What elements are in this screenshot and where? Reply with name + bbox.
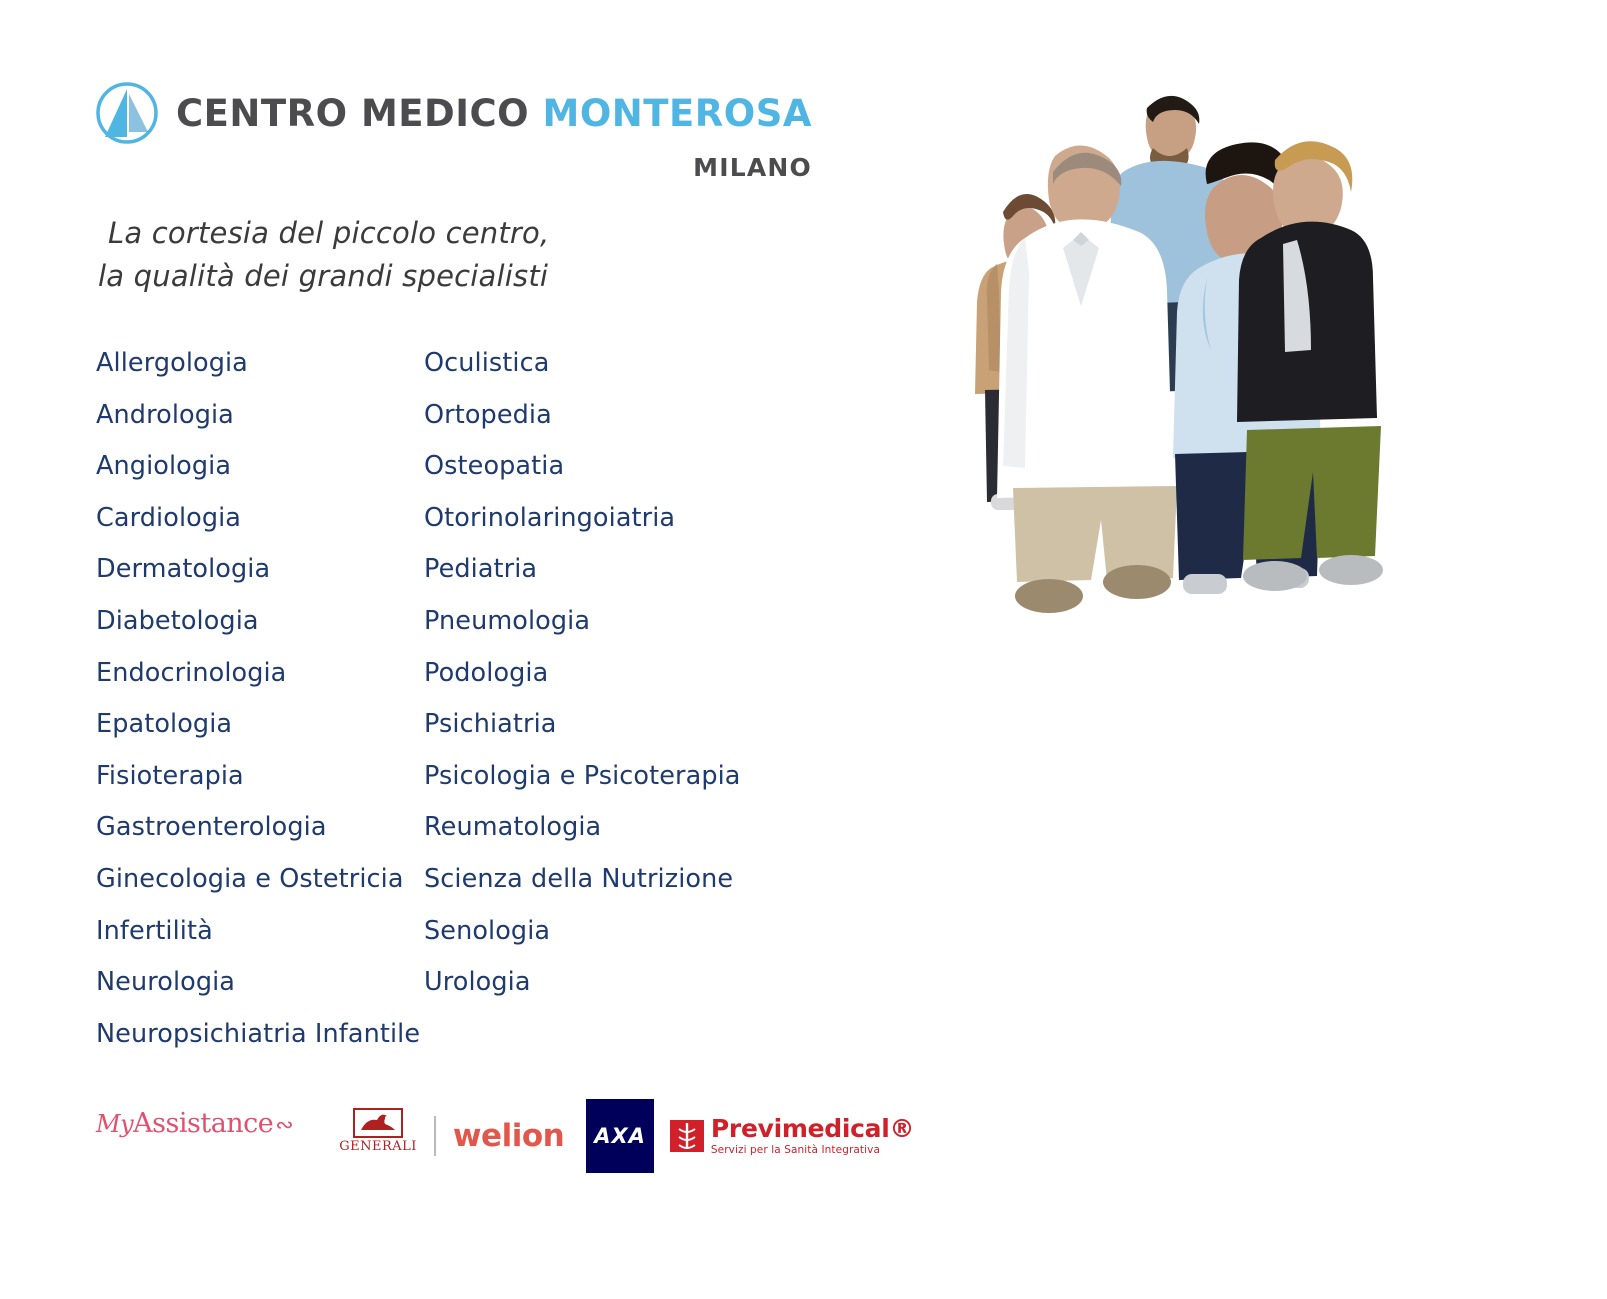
list-item: Psicologia e Psicoterapia (424, 760, 741, 791)
list-item: Oculistica (424, 348, 550, 379)
myassistance-my-text: My (96, 1110, 134, 1138)
specialties-list (96, 338, 824, 1060)
list-item: Fisioterapia (96, 760, 244, 791)
list-item: Gastroenterologia (96, 812, 327, 843)
partner-logos (96, 1108, 914, 1164)
list-item: Neuropsichiatria Infantile (96, 1018, 421, 1049)
list-item: Andrologia (96, 399, 234, 430)
partner-logo-welion: welion (452, 1118, 565, 1154)
brand-header (96, 82, 812, 182)
brand-name-part1: CENTRO MEDICO (176, 91, 530, 135)
logo-row (96, 82, 812, 144)
list-item: Angiologia (96, 451, 232, 482)
team-photo (955, 88, 1385, 618)
list-item: Allergologia (96, 348, 248, 379)
list-item: Podologia (424, 657, 549, 688)
myassistance-assistance-text: Assistance (133, 1108, 274, 1139)
list-item: Epatologia (96, 709, 233, 740)
logo-wordmark (176, 91, 813, 135)
lion-icon (353, 1108, 403, 1138)
swirl-icon: ∾ (275, 1113, 294, 1138)
list-item: Dermatologia (96, 554, 271, 585)
divider (434, 1116, 436, 1156)
list-item: Infertilità (96, 915, 213, 946)
previmedical-text (711, 1116, 914, 1156)
caduceus-icon (670, 1118, 704, 1154)
brand-city: MILANO (693, 153, 813, 182)
list-item: Endocrinologia (96, 657, 287, 688)
generali-label: GENERALI (339, 1139, 417, 1154)
list-item: Cardiologia (96, 502, 242, 533)
list-item: Ginecologia e Ostetricia (96, 863, 404, 894)
list-item: Reumatologia (424, 812, 602, 843)
list-item: Senologia (424, 915, 551, 946)
partner-logo-previmedical (670, 1108, 914, 1164)
specialties-column-2 (424, 338, 824, 1060)
list-item: Osteopatia (424, 451, 565, 482)
list-item: Ortopedia (424, 399, 552, 430)
list-item: Pediatria (424, 554, 538, 585)
list-item: Scienza della Nutrizione (424, 863, 734, 894)
brand-name-part2: MONTEROSA (542, 91, 813, 135)
monterosa-mountain-icon (96, 82, 158, 144)
list-item: Pneumologia (424, 606, 591, 637)
list-item: Psichiatria (424, 709, 557, 740)
list-item: Otorinolaringoiatria (424, 502, 676, 533)
specialties-column-1 (96, 338, 424, 1060)
list-item: Urologia (424, 967, 531, 998)
tagline-line-2: la qualità dei grandi specialisti (98, 258, 549, 293)
partner-logo-myassistance (96, 1108, 293, 1164)
tagline-line-1: La cortesia del piccolo centro, (108, 216, 550, 250)
list-item: Diabetologia (96, 606, 259, 637)
partner-logo-axa: AXA (586, 1099, 654, 1173)
list-item: Neurologia (96, 967, 236, 998)
tagline (98, 212, 549, 298)
previmedical-tagline: Servizi per la Sanità Integrativa (710, 1144, 881, 1156)
previmedical-name: Previmedical® (710, 1114, 915, 1143)
partner-logo-generali (339, 1108, 417, 1164)
